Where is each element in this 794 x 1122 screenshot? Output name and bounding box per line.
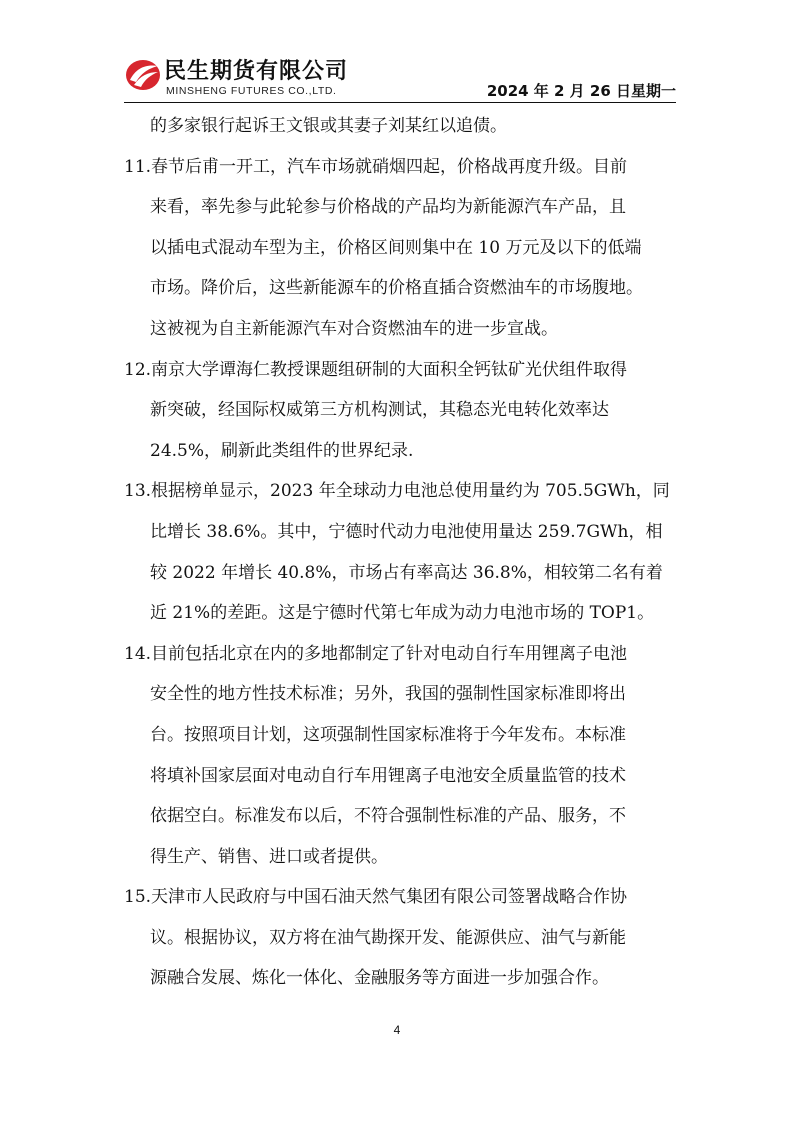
company-logo: [124, 54, 364, 100]
text-line: 得生产、销售、进口或者提供。: [150, 846, 388, 867]
text-line: 15.天津市人民政府与中国石油天然气集团有限公司签署战略合作协: [124, 887, 628, 908]
text-line: 近 21%的差距。这是宁德时代第七年成为动力电池市场的 TOP1。: [150, 603, 655, 624]
page-number: 4: [393, 1023, 401, 1037]
news-item-13: [124, 471, 676, 633]
text-line: 议。根据协议，双方将在油气勘探开发、能源供应、油气与新能: [150, 927, 626, 948]
report-date: 2024 年 2 月 26 日星期一: [486, 82, 676, 100]
text-line: 14.目前包括北京在内的多地都制定了针对电动自行车用锂离子电池: [124, 643, 628, 664]
text-line: 比增长 38.6%。其中，宁德时代动力电池使用量达 259.7GWh，相: [150, 521, 663, 542]
text-line: 依据空白。标准发布以后，不符合强制性标准的产品、服务，不: [150, 806, 626, 827]
company-name-cn: 民生期货有限公司: [164, 59, 349, 84]
news-item-15: [124, 877, 676, 999]
minsheng-logo-icon: [124, 58, 162, 92]
text-line: 来看，率先参与此轮参与价格战的产品均为新能源汽车产品，且: [150, 197, 626, 218]
text-line: 安全性的地方性技术标准；另外，我国的强制性国家标准即将出: [150, 684, 626, 705]
company-name-en: MINSHENG FUTURES CO.,LTD.: [166, 85, 337, 97]
text-line: 新突破，经国际权威第三方机构测试，其稳态光电转化效率达: [150, 400, 609, 421]
news-item-12: [124, 350, 676, 472]
text-line: 以插电式混动车型为主，价格区间则集中在 10 万元及以下的低端: [150, 237, 642, 258]
text-line: 13.根据榜单显示，2023 年全球动力电池总使用量约为 705.5GWh，同: [124, 481, 670, 502]
text-line: 这被视为自主新能源汽车对合资燃油车的进一步宣战。: [150, 318, 558, 339]
text-line: 11.春节后甫一开工，汽车市场就硝烟四起，价格战再度升级。目前: [124, 156, 628, 177]
paragraph-continuation: [124, 106, 676, 147]
news-body: [124, 106, 676, 999]
header-divider: [124, 102, 676, 103]
news-item-11: [124, 147, 676, 350]
text-line: 12.南京大学谭海仁教授课题组研制的大面积全钙钛矿光伏组件取得: [124, 359, 628, 380]
text-line: 源融合发展、炼化一体化、金融服务等方面进一步加强合作。: [150, 968, 609, 989]
text-line: 台。按照项目计划，这项强制性国家标准将于今年发布。本标准: [150, 724, 626, 745]
text-line: 将填补国家层面对电动自行车用锂离子电池安全质量监管的技术: [150, 765, 626, 786]
text-line: 市场。降价后，这些新能源车的价格直插合资燃油车的市场腹地。: [150, 278, 643, 299]
page-header: [124, 52, 676, 104]
news-item-14: [124, 634, 676, 878]
text-line: 的多家银行起诉王文银或其妻子刘某红以追债。: [150, 116, 507, 136]
text-line: 较 2022 年增长 40.8%，市场占有率高达 36.8%，相较第二名有着: [150, 562, 663, 583]
text-line: 24.5%，刷新此类组件的世界纪录.: [150, 440, 414, 461]
